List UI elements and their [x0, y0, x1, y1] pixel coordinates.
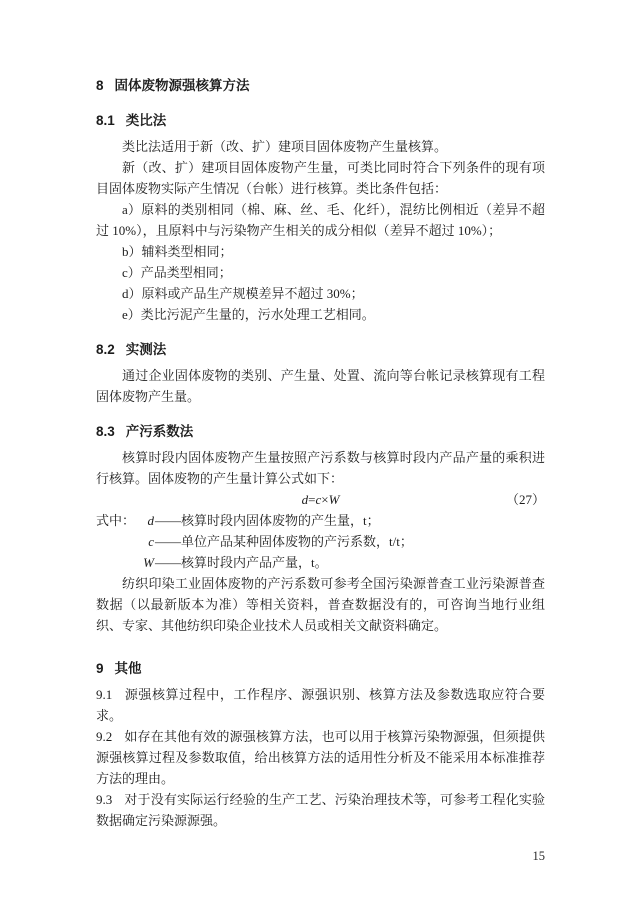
definition-text-c: ——单位产品某种固体废物的产污系数，t/t； [155, 534, 413, 549]
formula-definitions [96, 510, 545, 573]
clause-9-3 [96, 789, 545, 831]
section-8-3-paragraph-1: 核算时段内固体废物产生量按照产污系数与核算时段内产品产量的乘积进行核算。固体废物的产生量计算公式如下： [96, 450, 545, 486]
clause-9-2 [96, 726, 545, 789]
chapter-9-title: 其他 [114, 661, 142, 676]
section-8-2-title: 实测法 [125, 342, 167, 357]
section-8-3-number: 8.3 [96, 424, 115, 439]
section-8-1-paragraph-1: 类比法适用于新（改、扩）建项目固体废物产生量核算。 [122, 139, 448, 154]
definition-text-d: ——核算时段内固体废物的产生量，t； [155, 513, 380, 528]
definition-variable-d: d [147, 513, 154, 528]
definition-line-w [96, 552, 545, 573]
condition-item-c: c）产品类型相同； [122, 265, 232, 280]
condition-item-d: d）原料或产品生产规模差异不超过 30%； [122, 286, 364, 301]
chapter-9-heading [96, 658, 545, 679]
where-label-spacer [96, 531, 140, 552]
section-8-1-heading [96, 110, 545, 131]
page-number: 15 [532, 849, 545, 863]
formula-equals-sign: = [308, 492, 316, 507]
clause-9-3-text: 对于没有实际运行经验的生产工艺、污染治理技术等，可参考工程化实验数据确定污染源源强。 [96, 792, 545, 828]
section-8-3-title: 产污系数法 [125, 424, 194, 439]
section-8-2-number: 8.2 [96, 342, 115, 357]
clause-9-1-number: 9.1 [96, 687, 113, 702]
chapter-9-number: 9 [96, 661, 104, 676]
chapter-8-title: 固体废物源强核算方法 [114, 78, 250, 93]
formula-times-sign: × [321, 492, 329, 507]
section-8-2-paragraph-1: 通过企业固体废物的类别、产生量、处置、流向等台帐记录核算现有工程固体废物产生量。 [96, 368, 545, 404]
condition-item-a: a）原料的类别相同（棉、麻、丝、毛、化纤），混纺比例相近（差异不超过 10%），且原料中与污染物产生相关的成分相似（差异不超过 10%）； [96, 202, 545, 238]
condition-item-b: b）辅料类型相同； [122, 244, 233, 259]
formula-variable-w: W [328, 492, 340, 507]
chapter-8-heading [96, 75, 545, 96]
condition-item-e: e）类比污泥产生量的，污水处理工艺相同。 [122, 307, 375, 322]
formula-variable-c: c [315, 492, 322, 507]
section-8-1-paragraph-2: 新（改、扩）建项目固体废物产生量，可类比同时符合下列条件的现有项目固体废物实际产生情况（台帐）进行核算。类比条件包括： [96, 160, 545, 196]
clause-9-2-text: 如存在其他有效的源强核算方法，也可以用于核算污染物源强，但须提供源强核算过程及参数取值，给出核算方法的适用性分析及不能采用本标准推荐方法的理由。 [96, 729, 545, 786]
where-label-spacer [96, 552, 140, 573]
formula-d-equals-c-times-w [302, 492, 340, 507]
clause-9-1-text: 源强核算过程中，工作程序、源强识别、核算方法及参数选取应符合要求。 [96, 687, 545, 723]
definition-text-w: ——核算时段内产品产量，t。 [155, 555, 328, 570]
equation-27 [96, 489, 545, 510]
clause-9-2-number: 9.2 [96, 729, 113, 744]
formula-variable-d: d [301, 492, 309, 507]
definition-line-c [96, 531, 545, 552]
equation-number: （27） [505, 492, 545, 507]
section-8-1-number: 8.1 [96, 113, 115, 128]
definition-variable-c: c [148, 534, 154, 549]
clause-9-3-number: 9.3 [96, 792, 113, 807]
section-8-3-paragraph-2: 纺织印染工业固体废物的产污系数可参考全国污染源普查工业污染源普查数据（以最新版本为准）等相关资料，普查数据没有的，可咨询当地行业组织、专家、其他纺织印染企业技术人员或相关文献资料确定。 [96, 576, 545, 633]
section-8-2-heading [96, 339, 545, 360]
clause-9-1 [96, 684, 545, 726]
chapter-8-number: 8 [96, 78, 104, 93]
definition-variable-w: W [143, 555, 154, 570]
where-label: 式中： [96, 513, 136, 528]
definition-line-d [96, 510, 545, 531]
section-8-3-heading [96, 421, 545, 442]
section-8-1-title: 类比法 [125, 113, 167, 128]
